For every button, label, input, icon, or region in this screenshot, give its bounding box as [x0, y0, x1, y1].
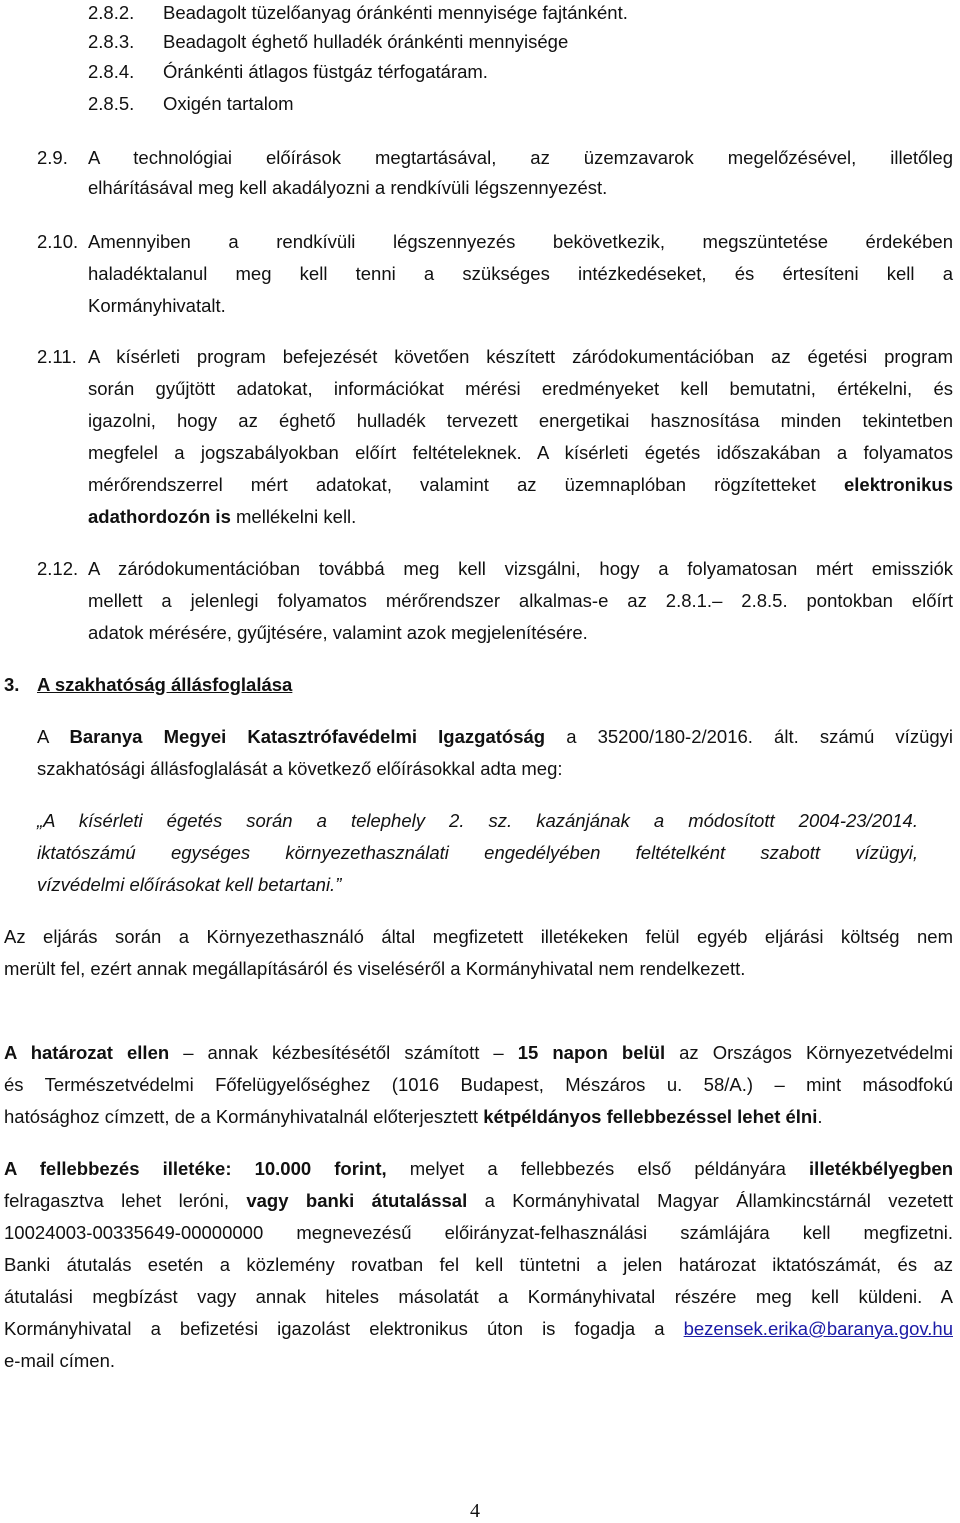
item-2-9-line: A technológiai előírások megtartásával, az üzemzavarok megelőzésével, illetőleg: [88, 147, 953, 168]
costs-line: Az eljárás során a Környezethasználó által megfizetett illetékeken felül egyéb eljárási költség nem: [4, 926, 953, 947]
fee-text: felragasztva lehet leróni,: [4, 1190, 247, 1211]
item-text-2-8-2: Beadagolt tüzelőanyag óránkénti mennyisége fajtánként.: [163, 2, 628, 23]
fee-line: Banki átutalás esetén a közlemény rovatban fel kell tüntetni a jelen határozat iktatószámát, és az: [4, 1254, 953, 1275]
item-number-2-9: 2.9.: [37, 147, 68, 168]
item-2-9-line: elhárításával meg kell akadályozni a rendkívüli légszennyezést.: [88, 177, 608, 198]
appeal-text: .: [817, 1106, 823, 1127]
appeal-bold: A határozat ellen: [4, 1042, 170, 1063]
item-2-11-line-text: mérőrendszerrel mért adatokat, valamint az üzemnaplóban rögzítetteket: [88, 474, 816, 495]
item-2-10-line: Amennyiben a rendkívüli légszennyezés bekövetkezik, megszüntetése érdekében: [88, 231, 953, 252]
item-2-11-bold: elektronikus: [844, 474, 953, 495]
fee-transfer: vagy banki átutalással: [246, 1190, 468, 1211]
page-number: 4: [470, 1500, 480, 1522]
fee-line: e-mail címen.: [4, 1350, 116, 1371]
item-number-2-8-5: 2.8.5.: [88, 93, 135, 114]
fee-line: átutalási megbízást vagy annak hiteles másolatát a Kormányhivatal részére meg kell küldeni. A: [4, 1286, 953, 1307]
item-number-2-12: 2.12.: [37, 558, 79, 579]
fee-stamp: illetékbélyegben: [809, 1158, 953, 1179]
section-title: A szakhatóság állásfoglalása: [37, 674, 293, 695]
appeal-deadline: 15 napon belül: [517, 1042, 666, 1063]
item-2-11-tail: mellékelni kell.: [230, 506, 357, 527]
email-link[interactable]: bezensek.erika@baranya.gov.hu: [683, 1318, 953, 1339]
item-text-2-8-4: Óránkénti átlagos füstgáz térfogatáram.: [163, 61, 488, 82]
item-number-2-8-4: 2.8.4.: [88, 61, 135, 82]
item-2-12-line: adatok mérésére, gyűjtésére, valamint azok megjelenítésére.: [88, 622, 588, 643]
item-number-2-8-2: 2.8.2.: [88, 2, 135, 23]
fee-text: Kormányhivatal a befizetési igazolást elektronikus úton is fogadja a: [4, 1318, 684, 1339]
appeal-text: – annak kézbesítésétől számított –: [169, 1042, 518, 1063]
item-2-10-line: haladéktalanul meg kell tenni a szükséges intézkedéseket, és értesíteni kell a: [88, 263, 953, 284]
quote-line: „A kísérleti égetés során a telephely 2. sz. kazánjának a módosított 2004-23/2014.: [37, 810, 918, 831]
quote-line: iktatószámú egységes környezethasználati engedélyében feltételként szabott vízügyi,: [37, 842, 918, 863]
appeal-line: [4, 1042, 953, 1064]
fee-line: [4, 1318, 953, 1340]
item-2-11-line: megfelel a jogszabályokban előírt feltételeknek. A kísérleti égetés időszakában a folyamatos: [88, 442, 953, 463]
item-2-11-bold: adathordozón is: [88, 506, 231, 527]
item-2-11-line: igazolni, hogy az éghető hulladék tervezett energetikai hasznosítása minden tekintetben: [88, 410, 953, 431]
authority-post: a 35200/180-2/2016. ált. számú vízügyi: [566, 726, 954, 747]
quote-line: vízvédelmi előírásokat kell betartani.”: [37, 874, 342, 895]
item-2-12-line: mellett a jelenlegi folyamatos mérőrendszer alkalmas-e az 2.8.1.– 2.8.5. pontokban előírt: [88, 590, 953, 611]
fee-line: [4, 1158, 953, 1180]
item-2-10-line: Kormányhivatalt.: [88, 295, 226, 316]
appeal-text: az Országos Környezetvédelmi: [665, 1042, 953, 1063]
authority-paragraph-line: szakhatósági állásfoglalását a következő előírásokkal adta meg:: [37, 758, 563, 779]
fee-amount: A fellebbezés illetéke: 10.000 forint,: [4, 1158, 387, 1179]
appeal-line: [4, 1106, 823, 1128]
item-2-11-line: A kísérleti program befejezését követően készített záródokumentációban az égetési program: [88, 346, 953, 367]
authority-paragraph-line: [37, 726, 953, 748]
fee-text: a Kormányhivatal Magyar Államkincstárnál vezetett: [467, 1190, 954, 1211]
item-text-2-8-3: Beadagolt éghető hulladék óránkénti mennyisége: [163, 31, 569, 52]
item-text-2-8-5: Oxigén tartalom: [163, 93, 294, 114]
item-number-2-8-3: 2.8.3.: [88, 31, 135, 52]
fee-line: [4, 1190, 953, 1212]
appeal-text: hatósághoz címzett, de a Kormányhivatalnál előterjesztett: [4, 1106, 484, 1127]
appeal-bold: kétpéldányos fellebbezéssel lehet élni: [483, 1106, 818, 1127]
item-2-11-line: során gyűjtött adatokat, információkat mérési eredményeket kell bemutatni, értékelni, és: [88, 378, 953, 399]
item-number-2-10: 2.10.: [37, 231, 79, 252]
section-number: 3.: [4, 674, 20, 695]
item-number-2-11: 2.11.: [37, 346, 77, 367]
fee-text: melyet a fellebbezés első példányára: [386, 1158, 810, 1179]
appeal-line: és Természetvédelmi Főfelügyelőséghez (1016 Budapest, Mészáros u. 58/A.) – mint másodfokú: [4, 1074, 953, 1095]
item-2-11-line: [88, 474, 953, 496]
costs-line: merült fel, ezért annak megállapításáról és viseléséről a Kormányhivatal nem rendelkezett.: [4, 958, 746, 979]
authority-pre: A: [37, 726, 49, 747]
item-2-11-line: [88, 506, 356, 528]
fee-line: 10024003-00335649-00000000 megnevezésű előirányzat-felhasználási számlájára kell megfizetni.: [4, 1222, 953, 1243]
authority-name: Baranya Megyei Katasztrófavédelmi Igazgatóság: [69, 726, 546, 747]
item-2-12-line: A záródokumentációban továbbá meg kell vizsgálni, hogy a folyamatosan mért emissziók: [88, 558, 953, 579]
